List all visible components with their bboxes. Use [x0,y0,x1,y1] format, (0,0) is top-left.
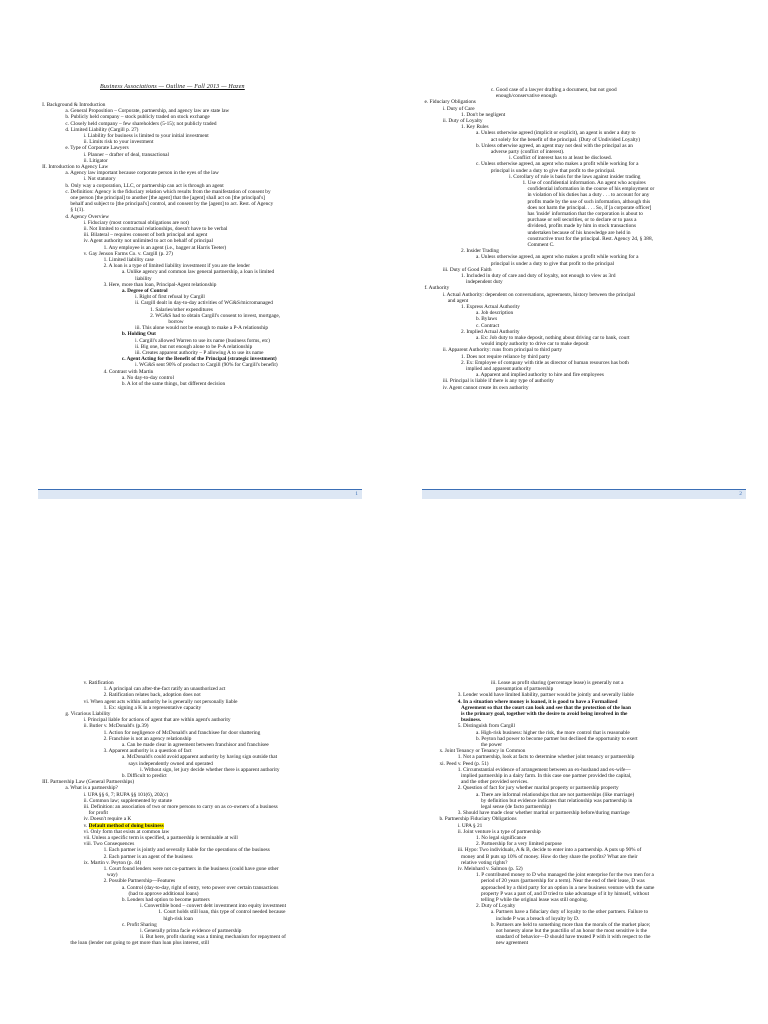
outline-line: undertaken because of his knowledge are held in [527,229,631,236]
outline-line: i. UPA §§ 6, 7; RUPA §§ 101(6), 202(c) [83,791,169,798]
outline-line: i. Conflict of interest has to at least be disclosed. [509,155,612,162]
outline-line: i. Without sign, let jury decide whether there is apparent authority [140,766,280,773]
outline-line: 1. Each partner is jointly and severally liable for the operations of the business [103,847,270,854]
outline-line: III. Partnership Law (General Partnerships) [42,779,135,786]
outline-line: a. There are informal relationships that are not partnerships (like marriage) [475,791,635,798]
outline-line: a. No day-to-day control [121,374,174,381]
outline-line: I. Background & Introduction [42,102,106,108]
outline-line: does not harm the principal. . . . So, if [a corporate officer] [527,204,652,211]
outline-line: constructive trust for the principal. Rest. Agency 2d, § 388, [527,235,653,242]
outline-line: enough/conservative enough [495,93,557,100]
outline-line: v. Default method of doing business [83,822,164,829]
outline-line: 2. Ratification relates back, adoption does not [103,692,201,699]
outline-line: is the primary goal, together with the desire to avoid being involved in the [461,711,628,717]
outline-line: and the other provided services. [461,779,529,786]
outline-line: i. Not statutory [83,176,116,183]
outline-line: i. Principal liable for actions of agent that are within agent's authority [83,717,231,724]
outline-line: 1. Limited liability case [103,257,154,263]
outline-line: vii. Unless a specific term is specified, a partnership is terminable at will [83,835,238,841]
outline-line: (had to approve additional loans) [128,890,199,897]
outline-line: include P was a breach of loyalty by D. [495,915,580,922]
outline-line: f. Authority [424,285,450,292]
outline-line: b. Holding Out [121,331,156,338]
outline-line: 1. Don't be negligent [461,111,506,118]
page-number: 1 [355,491,358,497]
outline-line: i. Convertible bond – convert debt investment into equity investment [140,903,287,910]
outline-line: profits made by the use of such information, although this [527,198,651,205]
outline-line: a. Agency law important because corporate person in the eyes of the law [65,170,219,177]
outline-line: money and B puts up 10% of money. How do they share the profits? What are their [461,853,638,860]
outline-line: II. Introduction to Agency Law [42,164,109,170]
outline-line: iii. Definition: an association of two or more persons to carry on as co-owners of a business [83,804,278,810]
outline-line: 1. Use of confidential information. An agent who acquires [522,180,646,186]
outline-line: 1. Any employee is an agent (i.e., bagger at Harris Teeter) [103,244,227,251]
outline-line: borrow [168,319,184,325]
outline-line: iii. Creates apparent authority – P allowing A to use its name [135,350,264,356]
outline-line: d. Agency Overview [65,213,110,220]
outline-line: 1. Key Rules [461,124,489,131]
outline-line: g. Vicarious Liability [65,711,111,717]
outline-line: viii. Two Consequences [83,841,135,848]
outline-line: iv. Agent cannot create its own authority [442,384,529,391]
outline-line: in violation of his duties has a duty . . . to account for any [527,192,650,199]
outline-line: e. Fiduciary Obligations [424,99,476,106]
outline-line: c. Agent Acting for the Benefit of the Principal (strategic investment) [121,356,277,363]
outline-line: 5. Distinguish from Cargill [457,723,516,730]
outline-line: 1. Express Actual Authority [461,304,520,310]
outline-page-4 [384,512,768,1024]
outline-line: 1. A principal can after-the-fact ratify an unauthorized act [103,686,226,693]
outline-line: d. Limited Liability (Cargill p. 27) [65,126,139,133]
outline-line: xi. Peed v. Peed (p. 51) [439,760,489,767]
outline-line: one person [the principal] to another [the agent] that the [agent] shall act on [the principal's] [70,195,266,201]
outline-line: confidential information in the course of his employment or [527,186,655,193]
outline-line: iv. Agent authority not unlimited to act on behalf of principal [83,238,213,245]
outline-line: 2. Implied Actual Authority [461,328,520,335]
outline-line: ii. Joint venture is a type of partnership [457,828,541,835]
outline-line: a. What is a partnership? [65,785,118,792]
outline-line: b. Lenders had option to become partners [121,897,210,903]
outline-line: b. Bylaws [475,316,498,323]
page-footer [422,489,746,499]
outline-line: i. Liability for business is limited to your initial investment [83,133,209,139]
outline-line: 3. Should have made clear whether marital or partnership before/during marriage [457,810,630,817]
outline-line: c. Contract [475,322,500,329]
outline-line: ix. Martin v. Peyton (p. 44) [83,859,142,866]
outline-line: a. Degree of Control [121,288,168,294]
outline-line: ii. Cargill dealt in day-to-day activities of WG&S/micromanaged [135,300,273,307]
outline-line: ii. Big one, but not enough alone to be P-A relationship [135,343,253,350]
outline-line: b. Partners are held to something more than the morals of the market place; [490,921,651,928]
outline-line: a. Control (day-to-day, right of entry, veto power over certain transactions [121,884,279,891]
outline-line: would imply authority to drive car to make deposit [480,341,589,348]
outline-line: Comment C. [527,242,555,248]
outline-line: a. Job description [475,310,514,317]
outline-line: implied partnership in a dairy farm. In this case one partner provided the capital, [461,773,632,779]
outline-line: § 1(1). [70,207,85,214]
outline-line: vi. When agent acts within authority he is generally not personally liable [83,698,238,705]
outline-line: business. [461,717,482,724]
outline-line: ii. Butler v. McDonald's (p.39) [83,723,149,730]
outline-line: principal is under a duty to give that profit to the principal [490,260,615,267]
outline-line: c. Definition: Agency is the fiduciary relation which results from the manifestation of consent by [65,188,271,195]
outline-page-3 [0,512,384,1024]
outline-line: i. Duty of Care [442,105,475,112]
outline-line: Agreement so that the court can look and see that the protection of the loan [461,704,631,711]
outline-line: a. Unlike agency and common law general partnership, a loan is limited [121,269,275,276]
outline-line: purchase or sell securities, or to declare or to pass a [527,217,637,224]
outline-line: i. Planner – drafter of deal, transactional [83,151,169,158]
outline-line: 2. Question of fact for jury whether marital property or partnership property [457,785,619,792]
outline-line: 1. Does not require reliance by third party [461,353,550,360]
outline-page-1 [0,0,384,512]
outline-line: 2. Franchise is not an agency relationship [103,735,192,742]
outline-line: 3. Apparent authority is a question of fact [103,748,192,755]
outline-line: 3. Lender would have limited liability, partner would be jointly and severally liable [457,692,634,699]
outline-line: 2. Possible Partnership—Features [103,878,176,885]
outline-line: approached by a third party for an option in a new business venture with the same [480,884,655,891]
outline-line: 2. Ex: Employee of company with title as director of human resources has both [461,359,629,366]
outline-line: i. Right of first refusal by Cargill [135,294,205,301]
outline-line: 1. Ex: signing a K in a representative capacity [103,704,202,711]
outline-line: iii. Hypo: Two individuals, A & B, decide to enter into a partnership. A puts up 90% of [457,847,642,854]
outline-line: not honesty alone but the punctilio of an honor the most sensitive is the [495,928,647,934]
outline-line: ii. Common law; supplemented by statute [83,797,172,804]
outline-line: 3. Here, more than loan, Principal-Agent relationship [103,281,217,288]
outline-title: Business Associations — Outline — Fall 2013 — Hazen [100,84,245,90]
outline-line: adverse party (conflict of interest). [490,149,565,155]
outline-line: x. Joint Tenancy or Tenancy in Common [439,748,526,755]
outline-line: independent duty [466,279,503,286]
outline-line: a. McDonald's could avoid apparent authority by having sign outside that [121,754,278,761]
outline-line: standard of behavior—D should have treated P with it with respect to the [495,934,651,941]
outline-line: says independently owned and operated [128,760,213,767]
outline-line: ii. But here, profit sharing was a timing mechanism for repayment of [140,934,286,941]
outline-line: b. A lot of the same things, but different decision [121,381,226,387]
outline-line: act solely for the benefit of the principal. (Duty of Undivided Loyalty) [490,136,641,143]
outline-line: i. Corollary of rule is basis for the laws against insider trading [509,173,641,180]
outline-line: 2. Each partner is an agent of the business [103,853,193,860]
outline-line: 1. No legal significance [475,835,527,841]
outline-line: iii. Duty of Good Faith [442,266,492,273]
page-number: 2 [739,491,742,497]
outline-line: relative voting rights? [461,859,508,866]
outline-line: iii. This alone would not be enough to make a P-A relationship [135,325,269,332]
outline-line: 4. Contrast with Martin [103,368,154,375]
outline-line: i. WG&S sent 90% of product to Cargill (90% for Cargill's benefit) [135,362,278,369]
outline-line: a. Apparent and implied authority to hire and fire employees [475,372,604,379]
outline-line: vi. Only form that exists at common law [83,828,170,835]
outline-line: v. Ratification [83,680,114,686]
outline-line: a. Unless otherwise agreed (implicit or explicit), an agent is under a duty to [475,130,636,137]
outline-line: 1. Action for negligence of McDonald's and franchisee for door shattering [103,729,261,736]
outline-line: i. Cargill's allowed Warren to use its name (business forms, etc) [135,337,270,344]
outline-line: iii. Bilateral – requires consent of both principal and agent [83,232,208,239]
outline-line: 1. Salaries/other expenditures [150,306,213,313]
outline-line: b. Publicly held company – stock publicly traded on stock exchange [65,114,210,121]
outline-line: ii. Not limited to contractual relationships, doesn't have to be verbal [83,226,228,232]
outline-line: a. General Proposition – Corporate, partnership, and agency law are state law [65,108,230,115]
outline-line: implied and apparent authority [466,366,532,372]
outline-line: a. High-risk business: higher the risk, the more control that is reasonable [475,729,630,736]
outline-line: b. Unless otherwise agreed, an agent may not deal with the principal as an [475,142,633,149]
outline-line: for profit [88,810,108,817]
outline-line: 1. P contributed money to D who managed the joint enterprise for the two men for a [475,872,654,879]
outline-line: high-risk loan [163,915,193,922]
outline-line: c. Closely held company – few shareholders (5-15); not publicly traded [65,120,217,127]
outline-line: e. Type of Corporate Lawyers [65,145,129,152]
outline-line: 2. WG&S had to obtain Cargill's consent to invest, mortgage, [150,312,281,319]
outline-line: b. Peyton had power to become partner but declined the opportunity to exert [475,735,638,742]
outline-line: presumption of partnership [495,686,554,693]
outline-line: ii. Litigator [83,157,108,164]
outline-line: 2. A loan is a type of limited liability investment if you are the lender [103,263,250,270]
outline-line: 4. In a situation where money is loaned, it is good to have a Formalized [457,698,618,705]
outline-line: liability [135,275,152,282]
outline-line: 1. Court holds still loan, this type of control needed because [158,909,286,916]
outline-page-2 [384,0,768,512]
outline-line: has 'inside' information that the corporation is about to [527,211,643,217]
outline-line: a. Unless otherwise agreed, an agent who makes a profit while working for a [475,254,639,261]
page-footer [38,489,362,499]
outline-line: c. Profit Sharing [121,921,157,928]
outline-line: i. Actual Authority: dependent on conversations, agreements, history between the principal [442,291,636,298]
outline-line: and agent [447,297,469,304]
outline-line: ii. Limits risk to your investment [83,139,154,146]
outline-line: a. Can be made clear in agreement between franchisor and franchisee [121,742,269,748]
outline-line: b. Partnership Fiduciary Obligations [439,816,517,823]
outline-line: way) [106,872,118,879]
outline-line: dividend, profits made by him in stock transactions [527,223,637,230]
highlighted-text: Default method of doing business [88,822,164,829]
outline-line: 1. Not a partnership, look at facts to determine whether joint tenancy or partnership [457,754,635,761]
outline-line: 2. Partnership for a very limited purpose [475,841,562,848]
outline-line: a. Ex: Job duty to make deposit, nothing about driving car to bank, court [475,335,630,341]
outline-line: 2. Duty of Loyalty [475,903,516,910]
outline-line: period of 20 years (partnership for a term). Near the end of their lease, D was [480,878,645,885]
outline-line: new agreement [495,940,529,947]
outline-line: b. Difficult to predict [121,773,167,779]
outline-line: iv. Meinhard v. Salmon (p. 52) [457,866,523,872]
outline-line: behalf and subject to [the principal's] control, and consent by the [agent] to act. Rest. of Agency [70,201,274,208]
outline-line: 1. Included in duty of care and duty of loyalty, not enough to view as 3rd [461,273,616,279]
outline-line: telling P while the original lease was still ongoing. [480,897,589,903]
outline-line: 2. Insider Trading [461,248,499,255]
outline-line: principal is under a duty to give that profit to the principal. [490,167,616,174]
outline-line: b. Only way a corporation, LLC, or partnership can act is through an agent [65,182,224,189]
outline-line: c. Unless otherwise agreed, an agent who makes a profit while working for a [475,161,639,168]
outline-line: v. Gay Jenson Farms Co. v. Cargill (p. 27) [83,250,173,257]
outline-line: a. Partners have a fiduciary duty of loyalty to the other partners. Failure to [490,909,649,916]
outline-line: the power [480,742,502,748]
outline-line: property P was a part of, and D tried to take advantage of it by himself, without [480,890,650,897]
outline-line: i. Generally prima facie evidence of partnership [140,928,242,934]
outline-line: legal sense (de facto partnership) [480,804,551,810]
outline-line: iv. Doesn't require a K [83,816,132,823]
outline-line: i. Fiduciary (most contractual obligations are not) [83,219,189,226]
outline-line: 1. Court found lenders were not co-partners in the business (could have gone other [103,866,279,872]
outline-line: ii. Apparent Authority: runs from principal to third party [442,347,563,354]
outline-line: c. Good case of a lawyer drafting a document, but not good [490,87,617,93]
outline-line: 1. Circumstantial evidence of arrangement between an ex-husband and ex-wife— [457,766,631,773]
outline-line: i. UPA § 21 [457,822,483,829]
outline-line: by definition but evidence indicates that relationship was partnership in [480,797,633,804]
outline-line: iii. Lease as profit sharing (percentage lease) is generally not a [490,680,624,686]
outline-line: ii. Duty of Loyalty [442,118,483,124]
outline-line: the loan (lender not going to get more than loan plus interest, still [70,940,210,947]
outline-line: iii. Principal is liable if there is any type of authority [442,378,554,385]
